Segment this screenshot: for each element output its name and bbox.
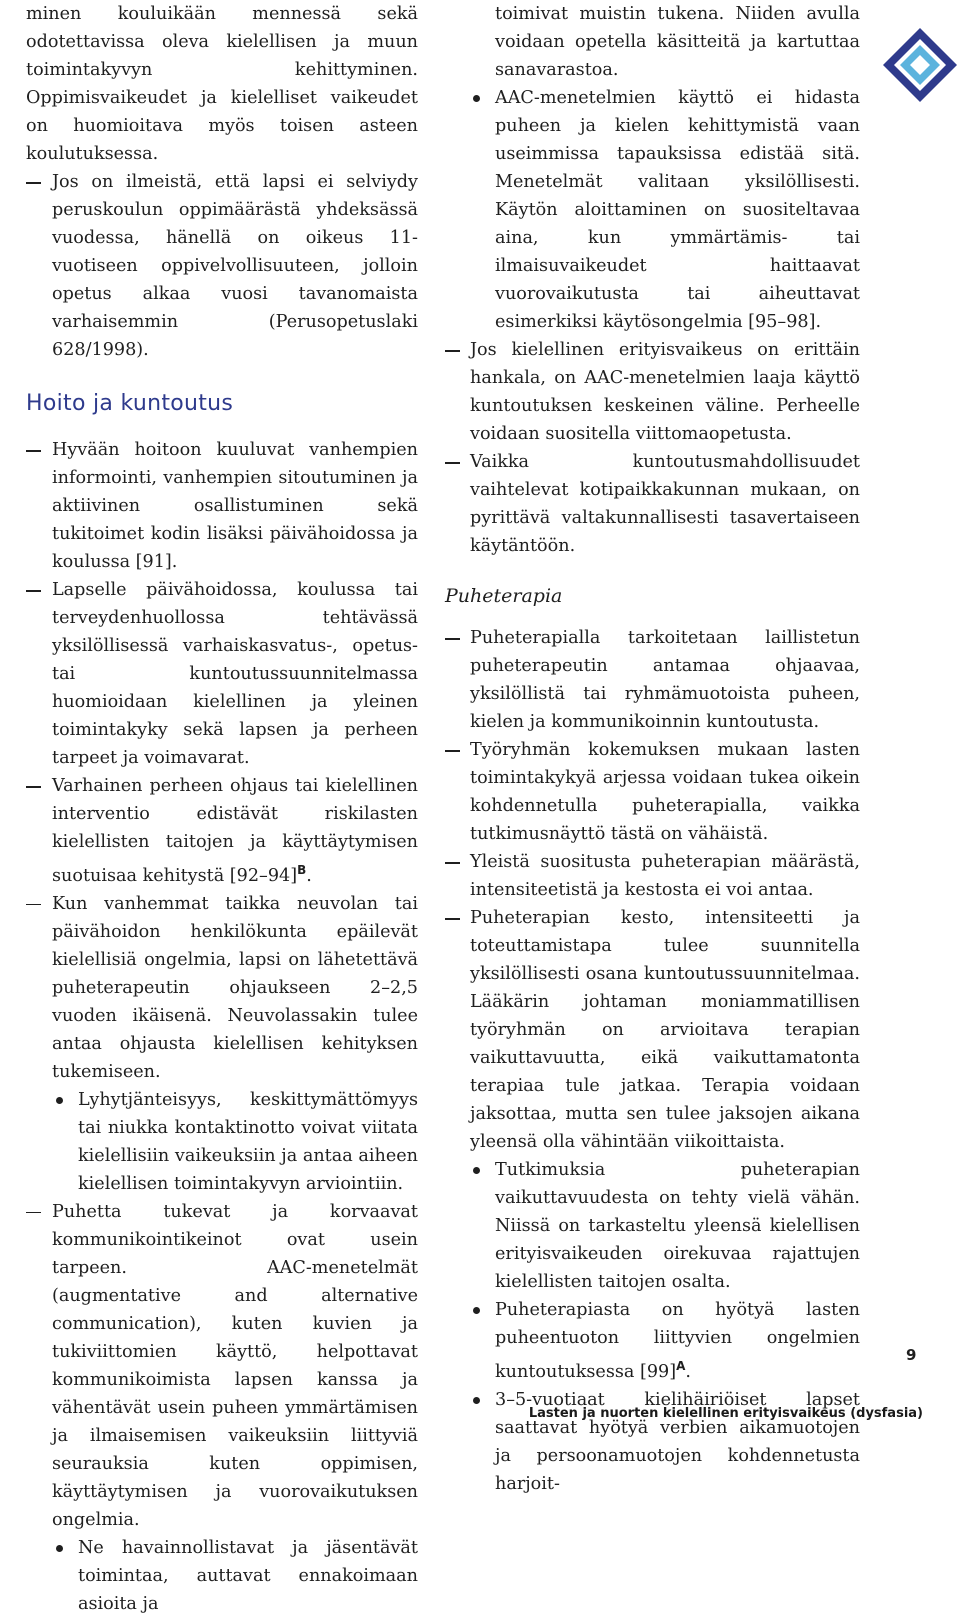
evidence-grade: B xyxy=(297,863,307,877)
bullet-text-body: Varhainen perheen ohjaus tai kielellinen interventio edistävät riskilasten kielellisten taitojen ja käyttäytymisen suotuisaa kehitystä [92–94] xyxy=(52,776,418,886)
sub-bullet-text: Tutkimuksia puheterapian vaikuttavuudesta on tehty vielä vähän. Niissä on tarkasteltu yleensä kielellisen erityisvaikeuden oirekuvaa rajattujen kielellisten taitojen osalta. xyxy=(495,1160,860,1292)
sub-bullet-tutkimuksia xyxy=(445,1156,860,1296)
bullet-item-jos xyxy=(26,168,418,364)
bullet-text: Yleistä suositusta puheterapian määrästä, intensiteetistä ja kestosta ei voi antaa. xyxy=(470,852,860,900)
sub-bullet-vuotiaat xyxy=(445,1386,860,1498)
bullet-text: Kun vanhemmat taikka neuvolan tai päivähoidon henkilökunta epäilevät kielellisiä ongelmia, lapsi on lähetettävä puheterapeutin ohjaukseen 2–2,5 vuoden ikäisenä. Neuvolassakin tulee antaa ohjausta kielellisen kehityksen tukemiseen. xyxy=(52,893,418,1082)
bullet-item-hyvaan xyxy=(26,436,418,576)
sub-bullet-text: Lyhytjänteisyys, keskittymättömyys tai niukka kontaktinotto voivat viitata kielellisiin vaikeuksiin ja antaa aiheen kielellisen toimintakyvyn arviointiin. xyxy=(78,1089,418,1194)
bullet-text: Hyvään hoitoon kuuluvat vanhempien informointi, vanhempien sitoutuminen ja aktiivinen osallistuminen sekä tukitoimet kodin lisäksi päivähoidossa ja koulussa [91]. xyxy=(52,440,418,572)
sub-bullet-text xyxy=(495,1296,860,1386)
footer-title: Lasten ja nuorten kielellinen erityisvaikeus (dysfasia) xyxy=(528,1406,923,1421)
bullet-item-vaikka xyxy=(445,448,860,560)
section-heading: Hoito ja kuntoutus xyxy=(26,391,234,416)
bullet-text: Puheterapialla tarkoitetaan laillistetun puheterapeutin antamaa ohjaavaa, yksilöllistä tai ryhmämuotoista puheen, kielen ja kommunikoinnin kuntoutusta. xyxy=(470,628,860,732)
sub-bullet-ne xyxy=(26,1534,418,1618)
bullet-text: Jos on ilmeistä, että lapsi ei selviydy peruskoulun oppimäärästä yhdeksässä vuodessa, hänellä on oikeus 11-vuotiseen oppivelvollisuuteen, jolloin opetus alkaa vuosi tavanomaista varhaisemmin (Perusopetuslaki 628/1998). xyxy=(52,172,418,360)
sub-bullet-text-end: . xyxy=(685,1361,691,1382)
bullet-dot xyxy=(473,1307,480,1314)
diamond-logo-icon xyxy=(881,26,959,104)
sub-bullet-lyhyt xyxy=(26,1086,418,1198)
bullet-item-puhetta xyxy=(26,1198,418,1534)
bullet-item-jos-right xyxy=(445,336,860,448)
subheading-puheterapia: Puheterapia xyxy=(445,585,563,607)
page-number: 9 xyxy=(906,1346,917,1364)
bullet-dot xyxy=(473,1167,480,1174)
bullet-item-yleista xyxy=(445,848,860,904)
sub-bullet-text-body: Puheterapiasta on hyötyä lasten puheentuoton liittyvien ongelmien kuntoutuksessa [99] xyxy=(495,1300,860,1382)
bullet-item-lapselle xyxy=(26,576,418,772)
bullet-item-kesto xyxy=(445,904,860,1156)
sub-bullet-aac xyxy=(445,84,860,336)
sub-bullet-text: 3–5-vuotiaat kielihäiriöiset lapset saattavat hyötyä verbien aikamuotojen ja persoonamuotojen kohdennetusta harjoit- xyxy=(495,1389,860,1494)
bullet-dot xyxy=(56,1097,63,1104)
sub-bullet-text: Ne havainnollistavat ja jäsentävät toimintaa, auttavat ennakoimaan asioita ja xyxy=(78,1537,418,1614)
bullet-dot xyxy=(473,95,480,102)
continued-sub-bullet-text: toimivat muistin tukena. Niiden avulla voidaan opetella käsitteitä ja kartuttaa sanavarastoa. xyxy=(495,4,860,80)
left-column xyxy=(26,0,418,1618)
bullet-text: Puhetta tukevat ja korvaavat kommunikointikeinot ovat usein tarpeen. AAC-menetelmät (augmentative and alternative communication), kuten kuvien ja tukiviittomien käyttö, helpottavat kommunikoimista lapsen kanssa ja vähentävät usein puheen ymmärtämisen ja ilmaisemisen vaikeuksiin liittyviä seurauksia kuten oppimisen, käyttäytymisen ja vuorovaikutuksen ongelmia. xyxy=(52,1201,418,1530)
bullet-text: Työryhmän kokemuksen mukaan lasten toimintakykyä arjessa voidaan tukea oikein kohdennetulla puheterapialla, vaikka tutkimusnäyttö tästä on vähäistä. xyxy=(470,740,860,844)
bullet-text xyxy=(52,772,418,890)
right-continued xyxy=(445,0,860,84)
sub-bullet-text: AAC-menetelmien käyttö ei hidasta puheen ja kielen kehittymistä vaan useimmissa tapauksissa edistää sitä. Menetelmät valitaan yksilöllisesti. Käytön aloittaminen on suositeltavaa aina, kun ymmärtämis- tai ilmaisuvaikeudet haittaavat vuorovaikutusta tai aiheuttavat esimerkiksi käytösongelmia [95–98]. xyxy=(495,88,860,332)
bullet-text: Jos kielellinen erityisvaikeus on erittäin hankala, on AAC-menetelmien laaja käyttö kuntoutuksen keskeinen väline. Perheelle voidaan suositella viittomaopetusta. xyxy=(470,340,860,444)
right-column xyxy=(445,0,860,1498)
bullet-text-end: . xyxy=(306,865,312,886)
left-continued-text: minen kouluikään mennessä sekä odotettavissa oleva kielellisen ja muun toimintakyvyn kehittyminen. Oppimisvaikeudet ja kielelliset vaikeudet on huomioitava myös toisen asteen koulutuksessa. xyxy=(26,4,418,164)
bullet-item-varhainen xyxy=(26,772,418,890)
bullet-item-kun xyxy=(26,890,418,1086)
bullet-text: Vaikka kuntoutusmahdollisuudet vaihtelevat kotipaikkakunnan mukaan, on pyrittävä valtakunnallisesti tasavertaiseen käytäntöön. xyxy=(470,452,860,556)
bullet-dot xyxy=(473,1397,480,1404)
bullet-dot xyxy=(56,1545,63,1552)
evidence-grade: A xyxy=(676,1359,686,1373)
bullet-item-tyoryhman xyxy=(445,736,860,848)
bullet-text: Lapselle päivähoidossa, koulussa tai terveydenhuollossa tehtävässä yksilöllisessä varhaiskasvatus-, opetus- tai kuntoutussuunnitelmassa huomioidaan kielellinen ja yleinen toimintakyky sekä lapsen ja perheen tarpeet ja voimavarat. xyxy=(52,580,418,768)
bullet-item-puheterapialla xyxy=(445,624,860,736)
sub-bullet-hyotya xyxy=(445,1296,860,1386)
bullet-text: Puheterapian kesto, intensiteetti ja toteuttamistapa tulee suunnitella yksilöllisesti osana kuntoutussuunnitelmaa. Lääkärin johtaman moniammatillisen työryhmän on arvioitava terapian vaikuttavuutta, eikä vaikuttamatonta terapiaa tule jatkaa. Terapia voidaan jaksottaa, mutta sen tulee jaksojen aikana yleensä olla vähintään viikoittaista. xyxy=(470,908,860,1152)
